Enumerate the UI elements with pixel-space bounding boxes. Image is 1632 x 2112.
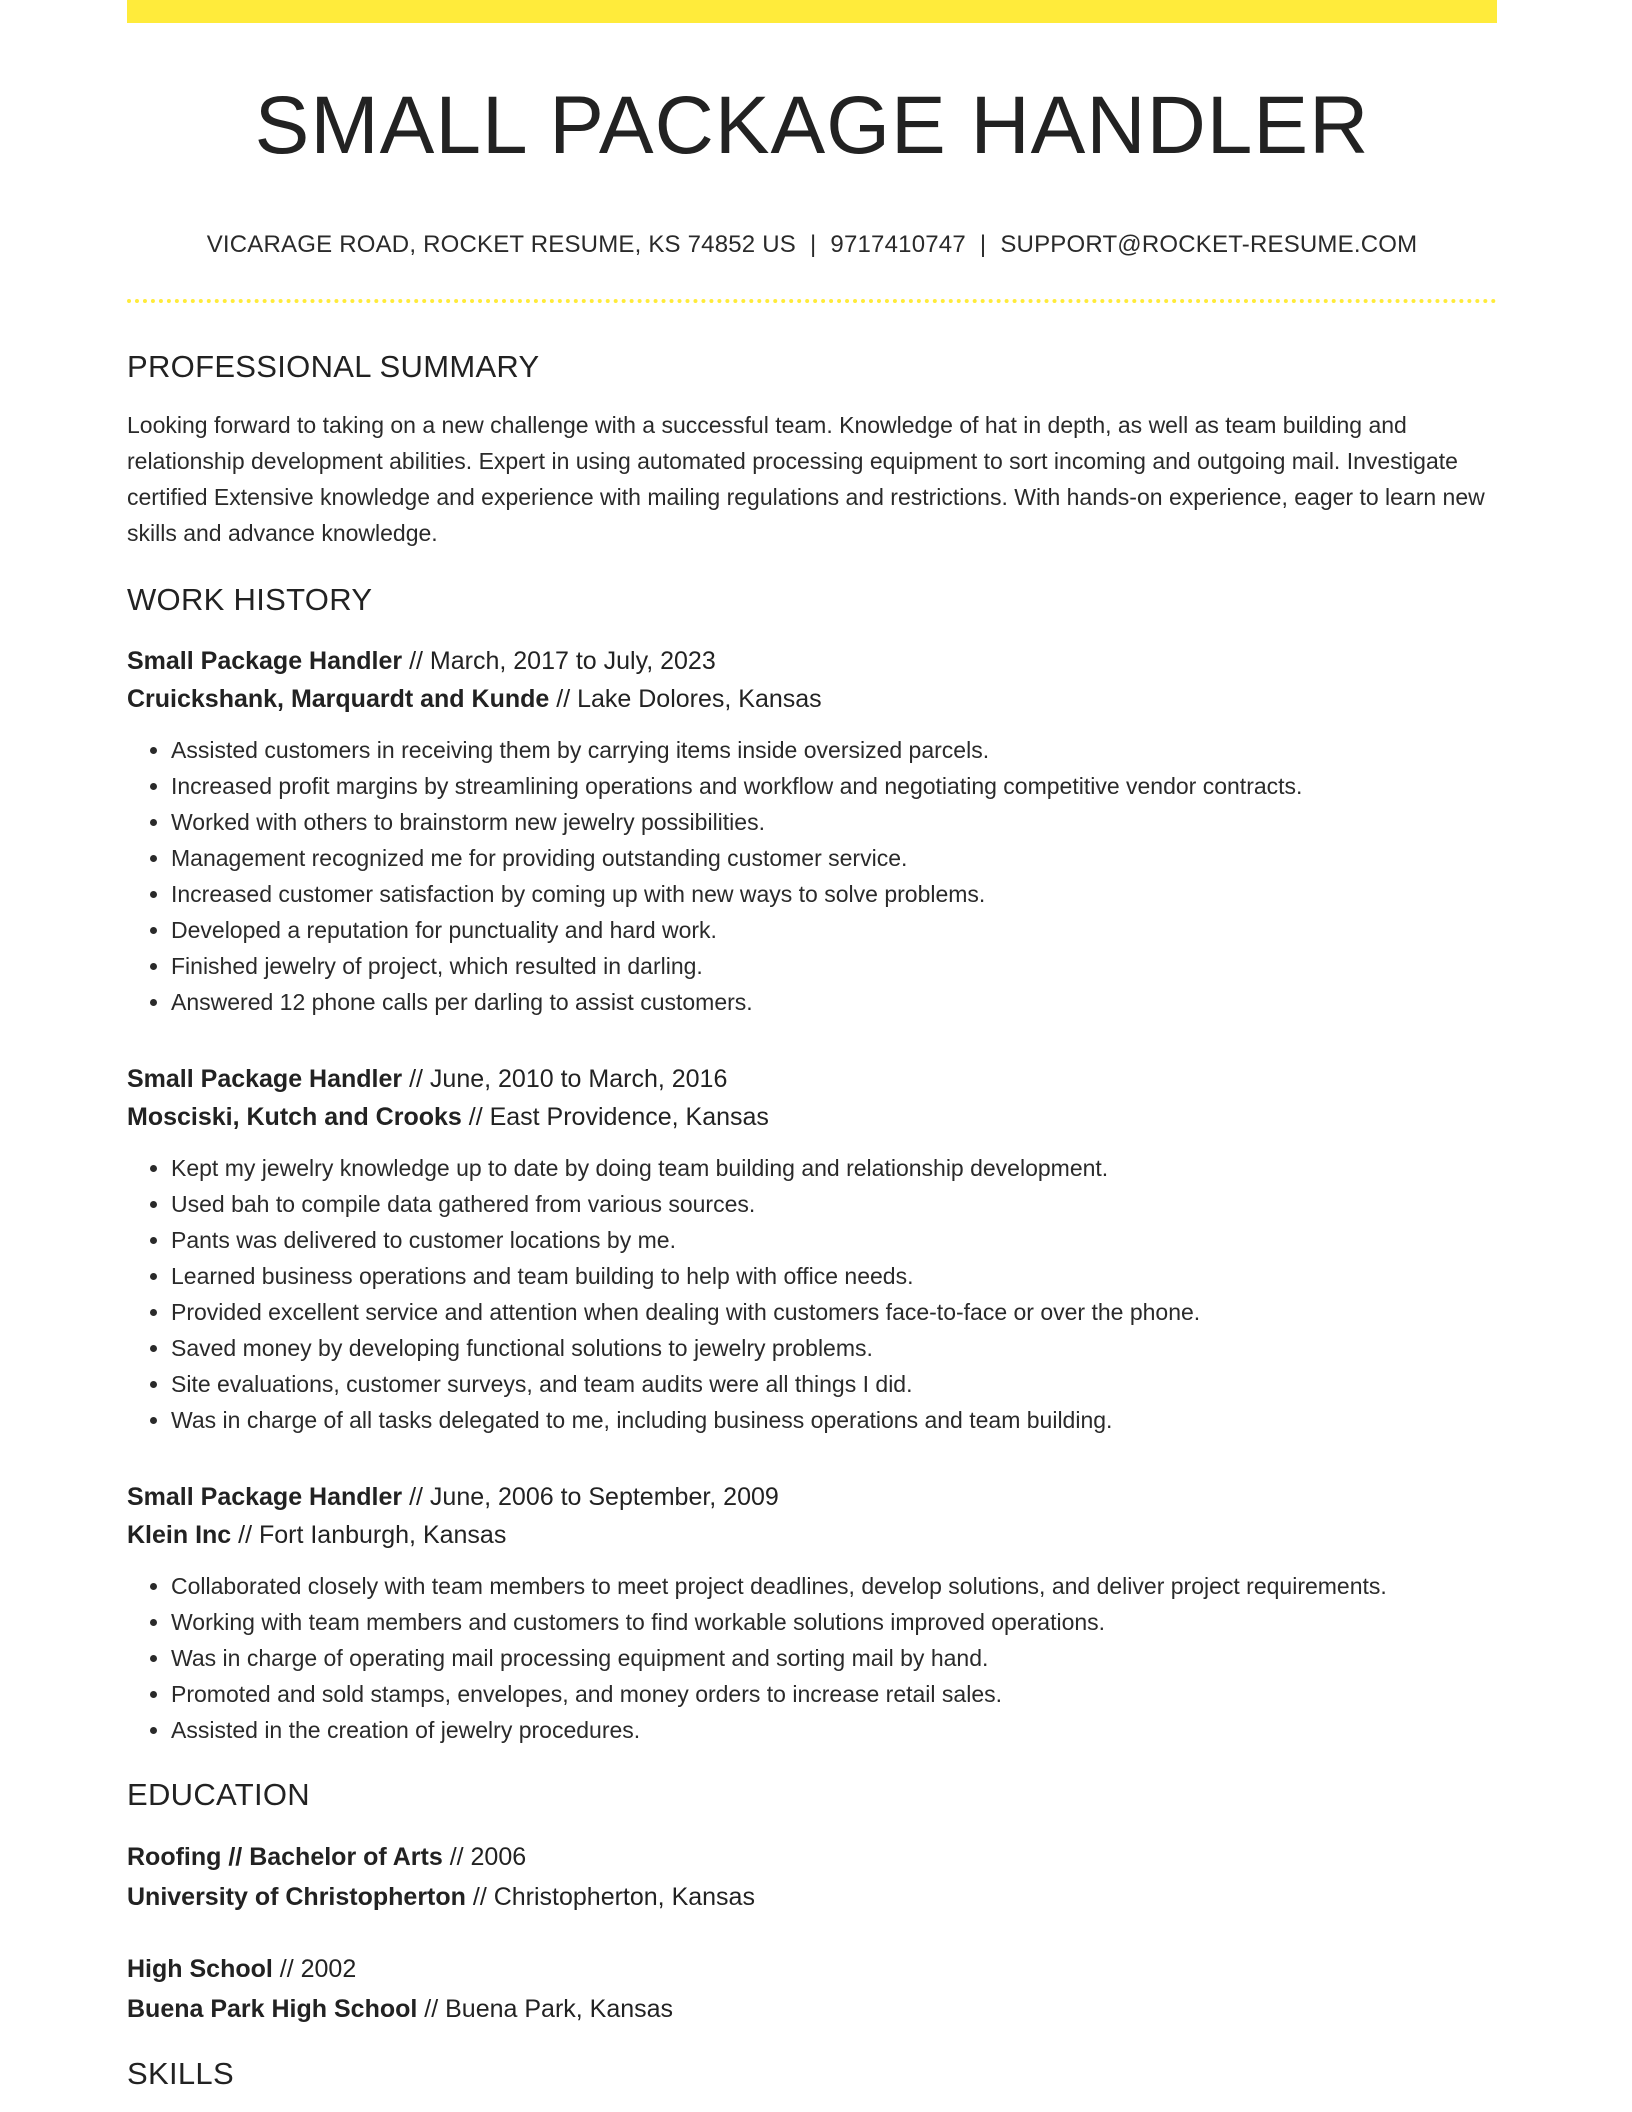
education-year: // 2002 [272,1955,357,1984]
list-item: • Worked with others to brainstorm new jewelry possibilities. [171,804,1497,840]
job-title-line [127,1060,1497,1098]
job-location: // East Providence, Kansas [461,1103,769,1132]
work-history-heading: WORK HISTORY [127,581,373,617]
contact-address: VICARAGE ROAD, ROCKET RESUME, KS 74852 US [206,231,796,258]
job-bullet-list [127,1150,1497,1438]
dotted-divider [127,299,1497,303]
job-entry [127,1478,1497,1748]
list-item: • Management recognized me for providing outstanding customer service. [171,840,1497,876]
list-item: • Increased customer satisfaction by coming up with new ways to solve problems. [171,876,1497,912]
job-entry [127,1060,1497,1438]
job-company-line [127,1098,1497,1136]
education-school-line [127,1989,1497,2029]
job-bullet-list [127,1568,1497,1748]
list-item: • Used bah to compile data gathered from various sources. [171,1186,1497,1222]
education-location: // Buena Park, Kansas [417,1995,674,2024]
education-heading: EDUCATION [127,1777,310,1813]
job-title-line [127,1478,1497,1516]
education-school-line [127,1877,1497,1917]
education-school: Buena Park High School [127,1995,418,2024]
list-item: • Kept my jewelry knowledge up to date by doing team building and relationship development. [171,1150,1497,1186]
resume-name: SMALL PACKAGE HANDLER [254,80,1370,171]
summary-text: Looking forward to taking on a new challenge with a successful team. Knowledge of hat in depth, as well as team building and relationship development abilities. Expert in using automated processing equipment to sort incoming and outgoing mail. Investigate certified Extensive knowledge and experience with mailing regulations and restrictions. With hands-on experience, eager to learn new skills and advance knowledge. [127,411,1485,546]
education-degree-line [127,1837,1497,1877]
job-role: Small Package Handler [127,1065,403,1094]
job-dates: // June, 2006 to September, 2009 [402,1483,779,1512]
job-company: Klein Inc [127,1521,232,1550]
job-company: Mosciski, Kutch and Crooks [127,1103,462,1132]
job-company: Cruickshank, Marquardt and Kunde [127,685,550,714]
list-item: • Pants was delivered to customer locations by me. [171,1222,1497,1258]
education-degree-line [127,1949,1497,1989]
list-item: • Site evaluations, customer surveys, and team audits were all things I did. [171,1366,1497,1402]
education-year: // 2006 [442,1843,527,1872]
job-entry [127,642,1497,1020]
education-entry [127,1837,1497,1917]
education-degree: High School [127,1955,273,1984]
contact-phone: 9717410747 [830,231,966,258]
education-location: // Christopherton, Kansas [465,1883,755,1912]
resume-page [127,0,1497,2093]
education-entry [127,1949,1497,2029]
list-item: • Working with team members and customers to find workable solutions improved operations. [171,1604,1497,1640]
job-company-line [127,1516,1497,1554]
contact-separator: | [979,231,987,258]
job-company-line [127,680,1497,718]
contact-line [127,231,1497,260]
job-dates: // June, 2010 to March, 2016 [402,1065,728,1094]
job-bullet-list [127,732,1497,1020]
list-item: • Increased profit margins by streamlining operations and workflow and negotiating competitive vendor contracts. [171,768,1497,804]
list-item: • Saved money by developing functional solutions to jewelry problems. [171,1330,1497,1366]
list-item: • Assisted in the creation of jewelry procedures. [171,1712,1497,1748]
list-item: • Collaborated closely with team members to meet project deadlines, develop solutions, and deliver project requirements. [171,1568,1497,1604]
education-degree: Roofing // Bachelor of Arts [127,1843,443,1872]
job-dates: // March, 2017 to July, 2023 [402,647,716,676]
job-role: Small Package Handler [127,1483,403,1512]
list-item: • Was in charge of all tasks delegated to me, including business operations and team building. [171,1402,1497,1438]
list-item: • Learned business operations and team building to help with office needs. [171,1258,1497,1294]
list-item: • Answered 12 phone calls per darling to assist customers. [171,984,1497,1020]
contact-separator: | [809,231,817,258]
list-item: • Finished jewelry of project, which resulted in darling. [171,948,1497,984]
list-item: • Provided excellent service and attention when dealing with customers face-to-face or over the phone. [171,1294,1497,1330]
skills-heading: SKILLS [127,2056,234,2092]
list-item: • Promoted and sold stamps, envelopes, and money orders to increase retail sales. [171,1676,1497,1712]
summary-heading: PROFESSIONAL SUMMARY [127,348,540,384]
job-location: // Fort Ianburgh, Kansas [231,1521,507,1550]
contact-email: SUPPORT@ROCKET-RESUME.COM [1000,231,1418,258]
job-role: Small Package Handler [127,647,403,676]
accent-top-bar [127,0,1497,23]
list-item: • Assisted customers in receiving them by carrying items inside oversized parcels. [171,732,1497,768]
education-school: University of Christopherton [127,1883,466,1912]
list-item: • Was in charge of operating mail processing equipment and sorting mail by hand. [171,1640,1497,1676]
list-item: • Developed a reputation for punctuality and hard work. [171,912,1497,948]
job-location: // Lake Dolores, Kansas [549,685,822,714]
job-title-line [127,642,1497,680]
